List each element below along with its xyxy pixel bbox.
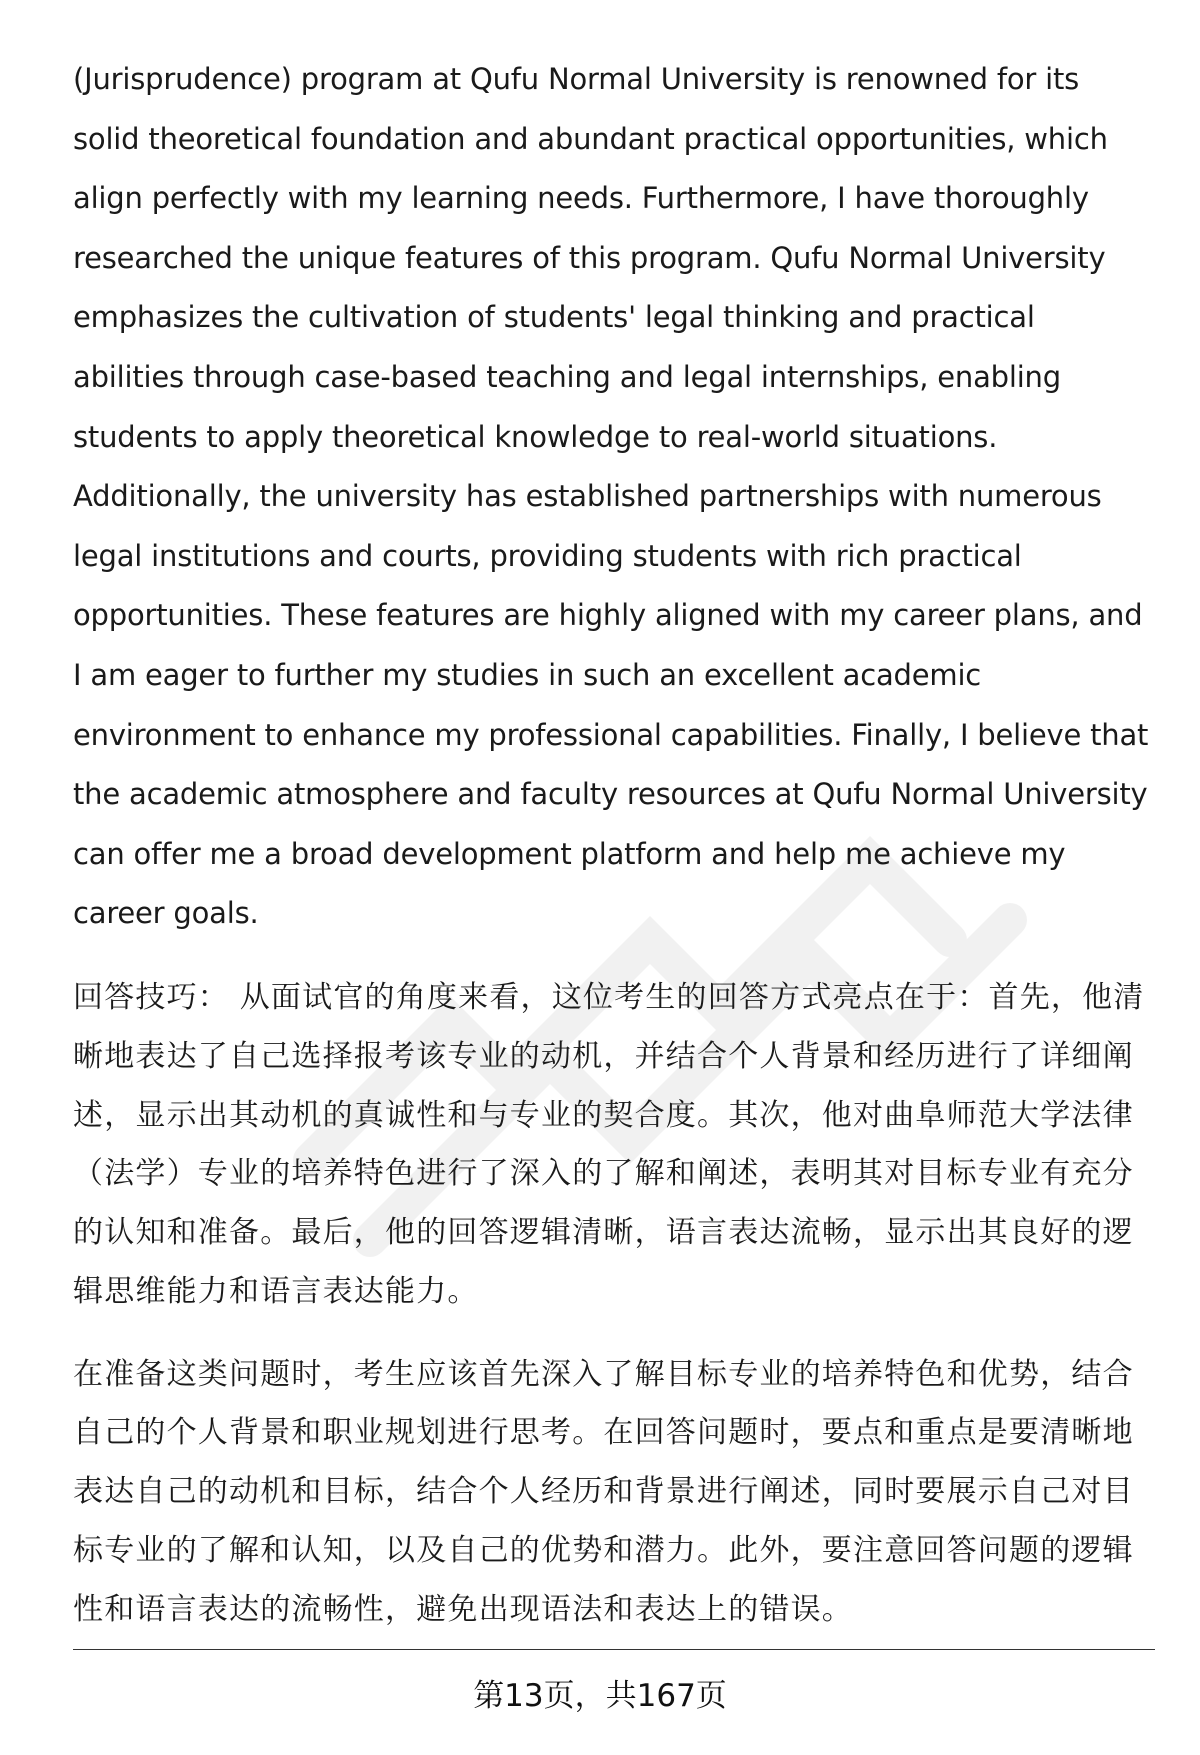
footer-divider	[73, 1649, 1155, 1650]
answer-paragraph: (Jurisprudence) program at Qufu Normal University is renowned for its solid theoretical foundation and abundant practical opportunities, which align perfectly with my learning needs. Furthermore, I have thoroughly researched the unique features of this program. Qufu Normal University emphasizes the cultivation of students' legal thinking and practical abilities through case-based teaching and legal internships, enabling students to apply theoretical knowledge to real-world situations. Additionally, the university has established partnerships with numerous legal institutions and courts, providing students with rich practical opportunities. These features are highly aligned with my career plans, and I am eager to further my studies in such an excellent academic environment to enhance my professional capabilities. Finally, I believe that the academic atmosphere and faculty resources at Qufu Normal University can offer me a broad development platform and help me achieve my career goals.	[73, 62, 1149, 931]
tips-paragraph: 回答技巧： 从面试官的角度来看，这位考生的回答方式亮点在于：首先，他清晰地表达了自己选择报考该专业的动机，并结合个人背景和经历进行了详细阐述，显示出其动机的真诚性和与专业的契合度。其次，他对曲阜师范大学法律（法学）专业的培养特色进行了深入的了解和阐述，表明其对目标专业有充分的认知和准备。最后，他的回答逻辑清晰，语言表达流畅，显示出其良好的逻辑思维能力和语言表达能力。	[73, 979, 1145, 1309]
document-body	[73, 50, 1153, 1640]
page-number: 第13页，共167页	[473, 1678, 727, 1714]
preparation-paragraph: 在准备这类问题时，考生应该首先深入了解目标专业的培养特色和优势，结合自己的个人背景和职业规划进行思考。在回答问题时，要点和重点是要清晰地表达自己的动机和目标，结合个人经历和背景进行阐述，同时要展示自己对目标专业的了解和认知，以及自己的优势和潜力。此外，要注意回答问题的逻辑性和语言表达的流畅性，避免出现语法和表达上的错误。	[73, 1356, 1134, 1627]
